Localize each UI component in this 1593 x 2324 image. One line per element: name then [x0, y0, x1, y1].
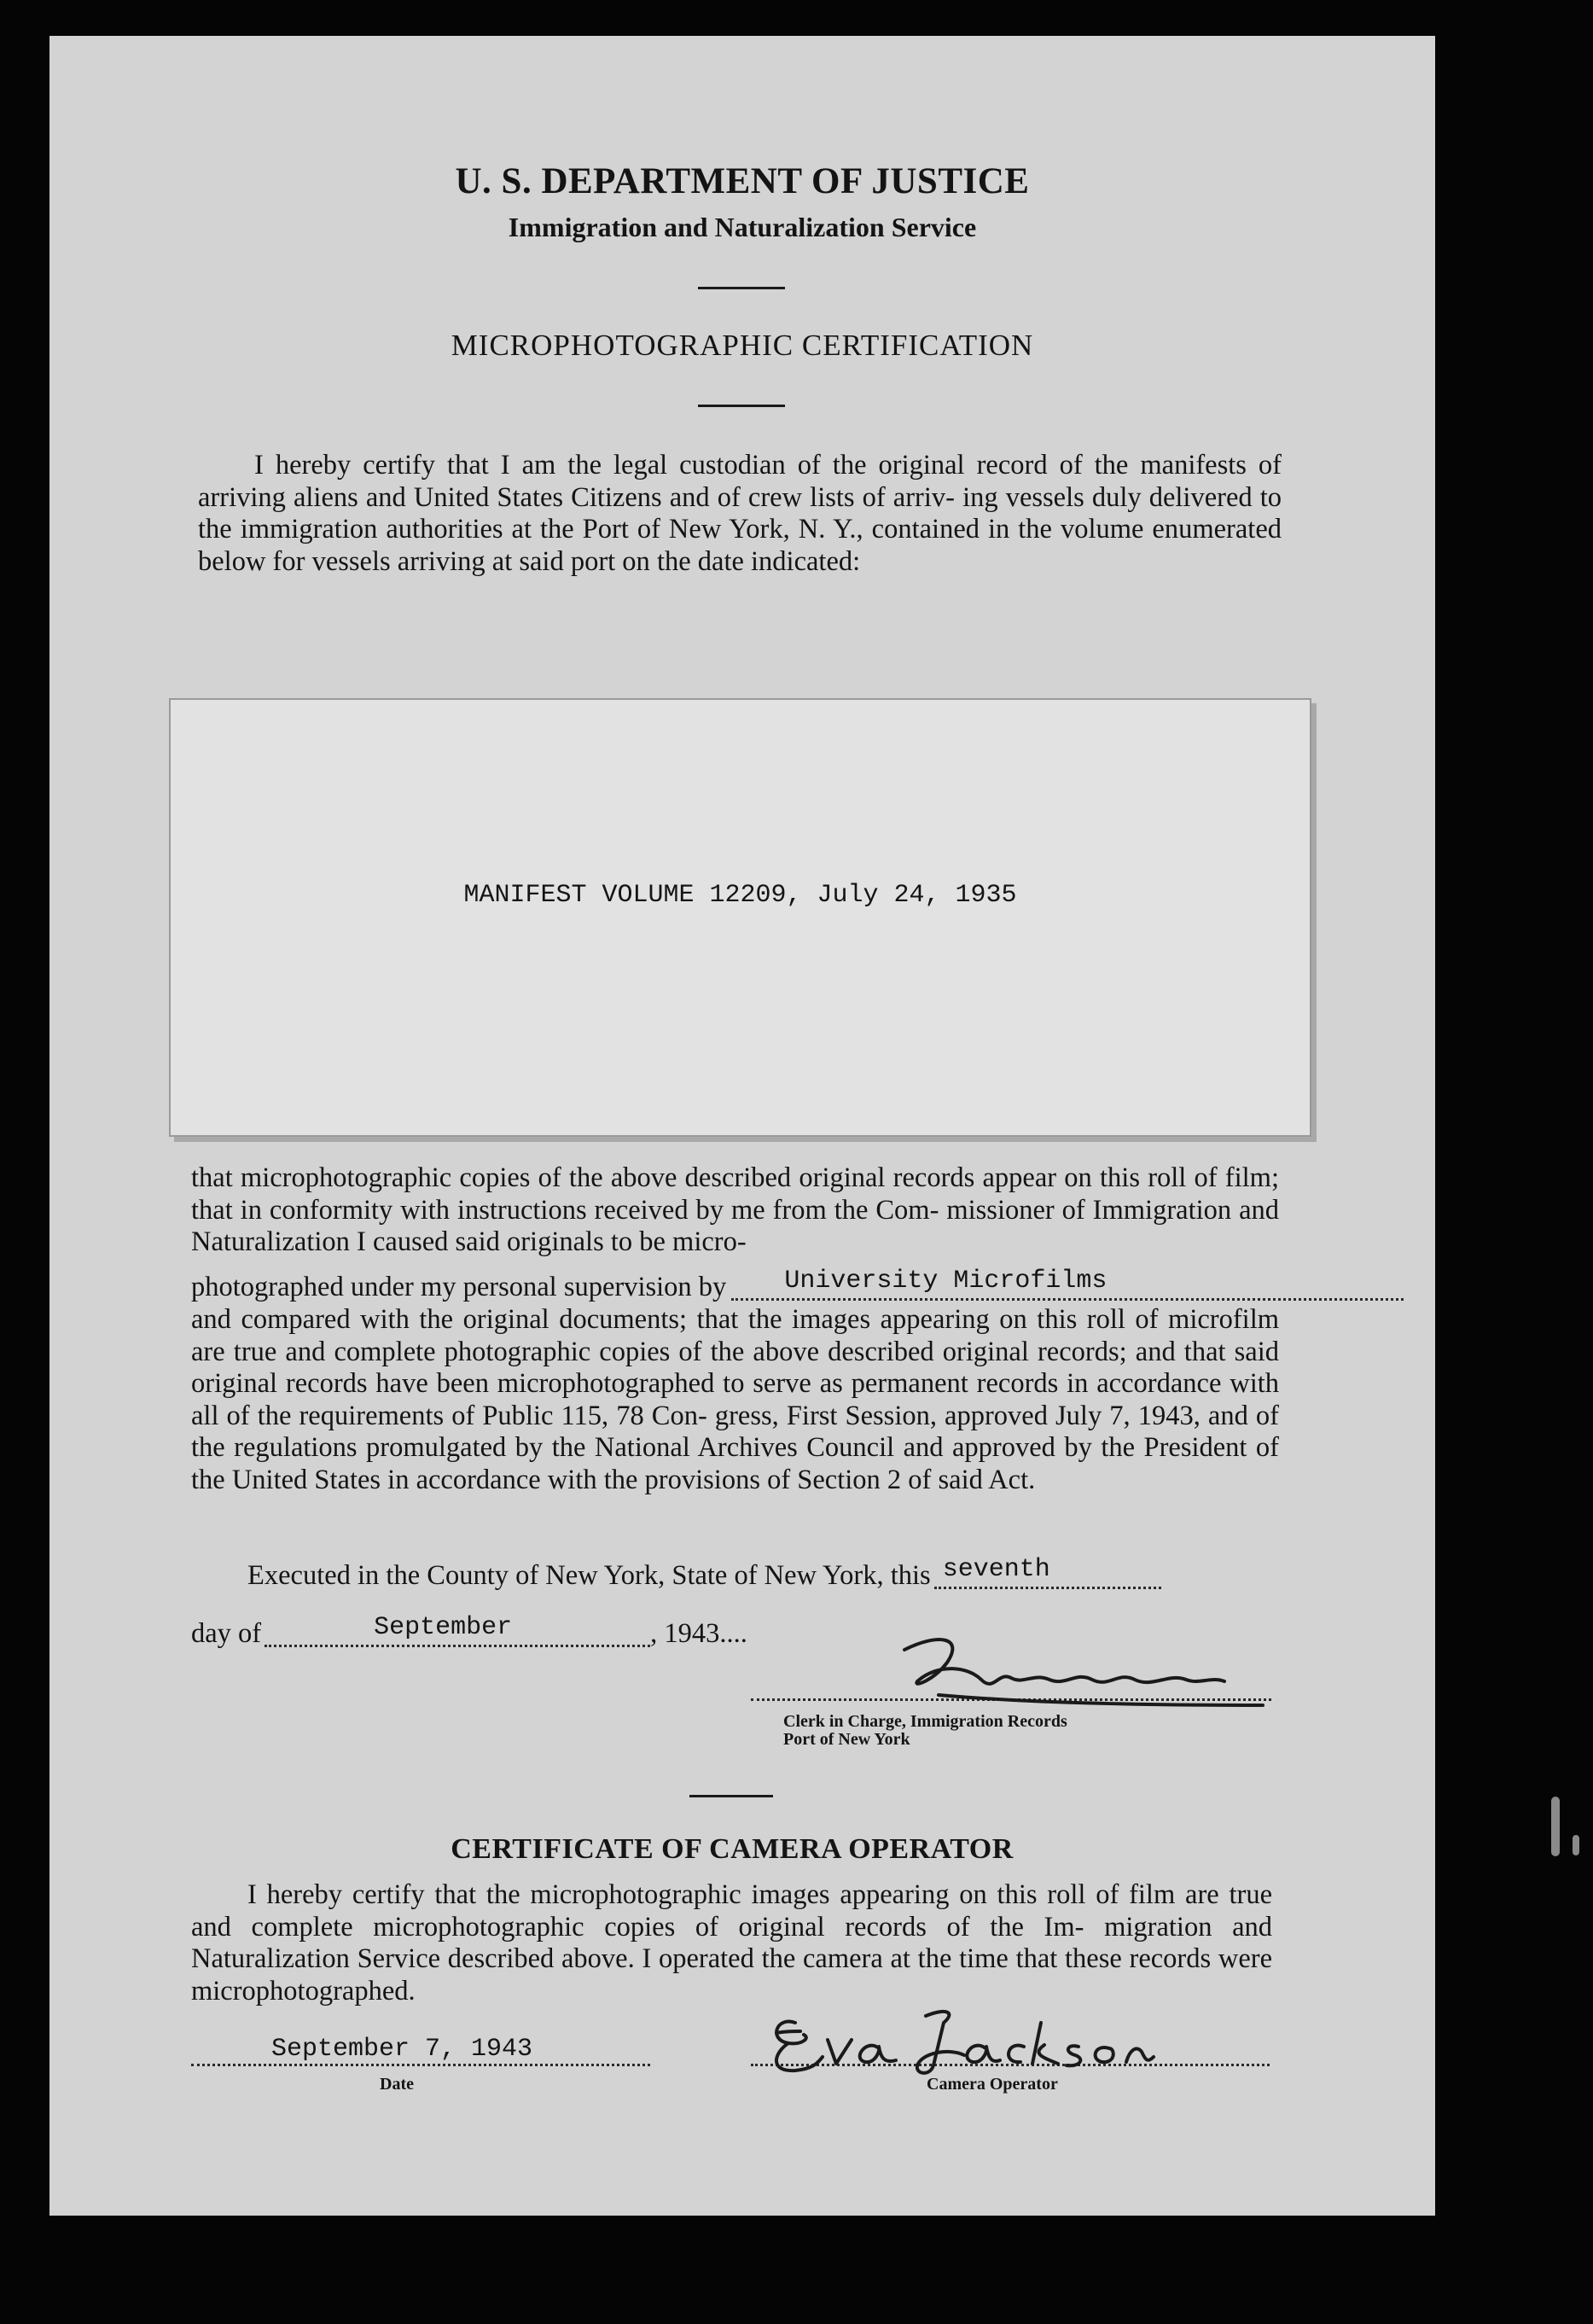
manifest-card [169, 698, 1311, 1137]
paragraph-line: film are true and complete microphotographic copies of original records of the Im- [191, 1879, 1273, 1942]
department-heading: U. S. DEPARTMENT OF JUSTICE [455, 161, 1030, 201]
photographer-field [731, 1267, 1404, 1301]
divider [698, 287, 785, 289]
year-suffix: .... [719, 1618, 747, 1649]
paragraph-line: ing vessels duly delivered to the immigration authorities at the Port of New York, [198, 481, 1282, 545]
paragraph-line: I hereby certify that I am the legal custodian of the original record of the [254, 450, 1129, 481]
paragraph-line: accordance with the provisions of Section 2 of said Act. [416, 1464, 1036, 1495]
paragraph-line: N. Y., contained in the volume enumerated below for vessels arriving at said port on [198, 514, 1282, 577]
camera-operator-heading: CERTIFICATE OF CAMERA OPERATOR [451, 1833, 1014, 1865]
paragraph-line: the date indicated: [656, 545, 861, 577]
service-subheading: Immigration and Naturalization Service [508, 212, 977, 242]
paragraph-line: I hereby certify that the microphotographic images appearing on this roll of [247, 1879, 1119, 1910]
camera-date-label: Date [380, 2075, 414, 2094]
paragraph-line: and compared with the original documents; that the images appearing on this roll of [191, 1304, 1159, 1335]
month-field [265, 1613, 650, 1647]
paragraph-line: that microphotographic copies of the above described original records appear on this [191, 1162, 1140, 1193]
camera-operator-label: Camera Operator [927, 2075, 1058, 2094]
body-paragraph [191, 1162, 1279, 1259]
divider [689, 1795, 773, 1797]
paragraph-line: roll of film; that in conformity with instructions received by me from the Com- [191, 1162, 1279, 1226]
photographed-prefix: photographed under my personal supervision by [191, 1272, 727, 1302]
photographer-value: University Microfilms [784, 1267, 1108, 1296]
year-prefix: , 1943 [650, 1618, 720, 1649]
paragraph-line: microfilm are true and complete photographic copies of the above described original [191, 1304, 1280, 1367]
film-edge-mark [1551, 1797, 1560, 1856]
executed-day-value: seventh [942, 1555, 1050, 1584]
month-value: September [374, 1613, 513, 1642]
clerk-signature [887, 1628, 1280, 1722]
clerk-title-line: Clerk in Charge, Immigration Records [783, 1712, 1067, 1731]
day-of-label: day of [191, 1618, 262, 1649]
camera-date-value: September 7, 1943 [271, 2035, 533, 2064]
paragraph-line: time that these records were microphotographed. [191, 1943, 1273, 2007]
divider [698, 405, 785, 407]
paragraph-line: migration and Naturalization Service described above. I operated the camera at the [191, 1911, 1272, 1974]
document-title: MICROPHOTOGRAPHIC CERTIFICATION [451, 329, 1034, 362]
photographed-line [191, 1267, 1279, 1304]
day-of-line [191, 1613, 747, 1651]
clerk-title [783, 1713, 1067, 1749]
executed-prefix: Executed in the County of New York, State of New York, this [247, 1560, 931, 1591]
body-paragraph-continued [191, 1304, 1279, 1496]
film-edge-mark-small [1573, 1835, 1579, 1855]
paragraph-line: missioner of Immigration and Naturalization I caused said originals to be micro- [191, 1194, 1280, 1257]
paragraph-line: permanent records in accordance with all of the requirements of Public 115, 78 Con- [191, 1368, 1280, 1431]
paragraph-line: National Archives Council and approved by the President of the United States in [191, 1432, 1279, 1495]
paragraph-line: manifests of arriving aliens and United States Citizens and of crew lists of arriv- [198, 450, 1282, 513]
paragraph-line: records; and that said original records have been microphotographed to serve as [191, 1336, 1280, 1399]
paragraph-line: gress, First Session, approved July 7, 1943, and of the regulations promulgated by the [191, 1400, 1279, 1463]
manifest-volume-text: MANIFEST VOLUME 12209, July 24, 1935 [463, 881, 1017, 910]
intro-paragraph [198, 450, 1282, 578]
executed-day-field [934, 1555, 1161, 1589]
executed-line [247, 1555, 1161, 1593]
camera-operator-signature [751, 1989, 1160, 2082]
clerk-office-line: Port of New York [783, 1730, 910, 1749]
